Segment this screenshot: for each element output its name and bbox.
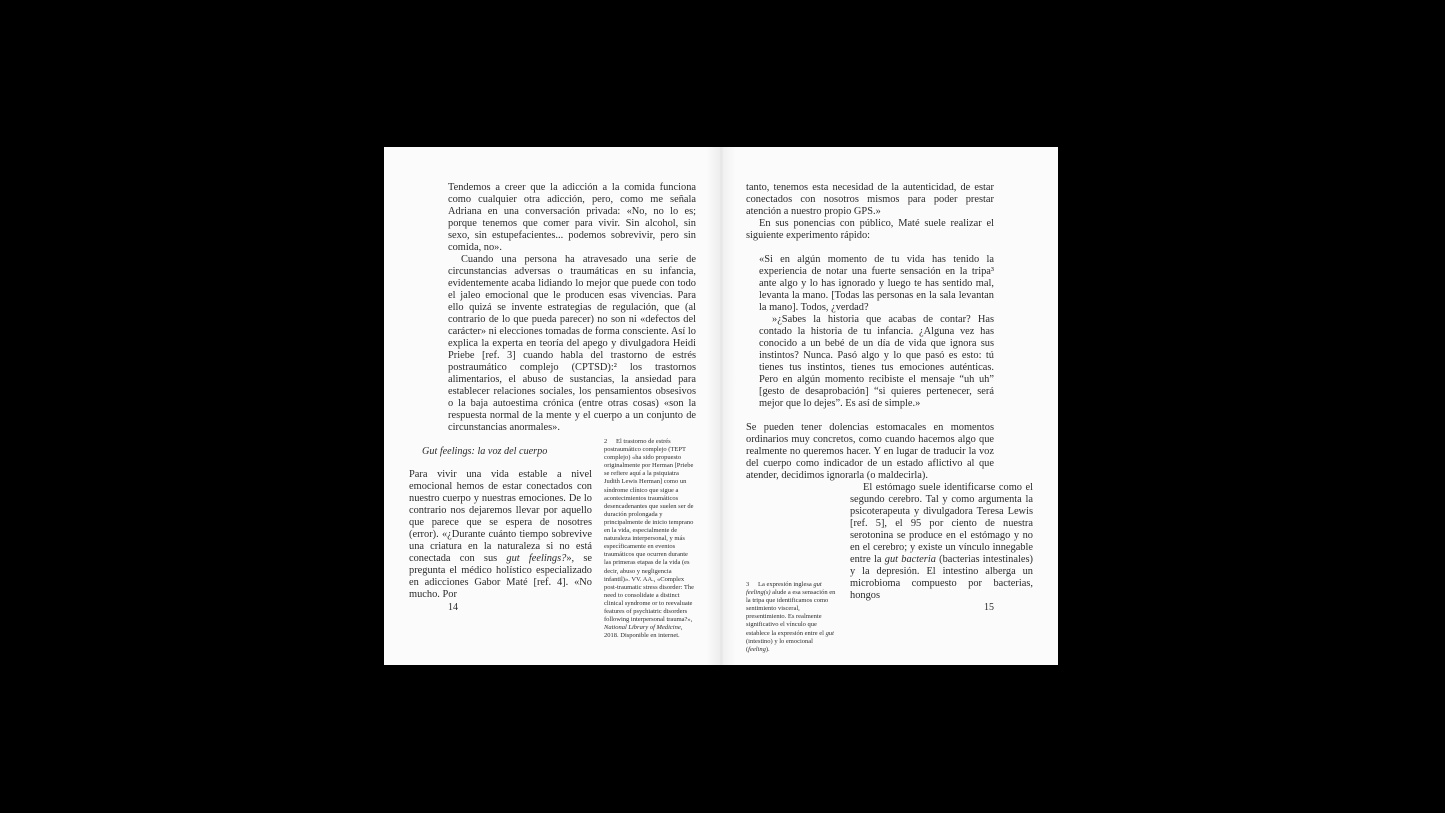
footnote-3-number: 3 bbox=[746, 581, 750, 588]
stomach-text-a: El estómago suele identificarse como el segundo cerebro. Tal y como argumenta la psicoterapeuta y divulgadora Teresa Lewis [ref. 5], el 95 por ciento de nuestra serotonina se produce en el estómago y no en el cerebro; y existe un vínculo innegable entre la bbox=[850, 482, 1033, 565]
stomach-text-italic: gut bacteria bbox=[884, 554, 936, 565]
right-paragraph-after-quote: Se pueden tener dolencias estomacales en momentos ordinarios muy concretos, como cuando hacemos algo que realmente no queremos hacer. Y en lugar de traducir la voz del cuerpo como indicador de un estado aflictivo al que atender, decidimos ignorarla (o maldecirla). bbox=[746, 422, 994, 481]
book-spread bbox=[384, 147, 1058, 665]
page-number-right: 15 bbox=[984, 602, 994, 613]
footnote-2-number: 2 bbox=[604, 438, 608, 445]
stomach-text-b: (bacterias intestinales) y la depresión. El intestino alberga un microbioma compuesto por bacterias, hongos bbox=[850, 554, 1033, 601]
quote-paragraph-1: «Si en algún momento de tu vida has tenido la experiencia de notar una fuerte sensación en la tripa³ ante algo y lo has ignorado y luego te has sentido mal, levanta la mano. [Todas las personas en la sala levantan la mano]. Todos, ¿verdad? bbox=[759, 254, 994, 313]
footnote-2-text-b: , 2018. Disponible en internet. bbox=[604, 624, 683, 640]
left-paragraph-1: Tendemos a creer que la adicción a la comida funciona como cualquier otra adicción, pero, como me señala Adriana en una conversación privada: «No, no lo es; porque tenemos que comer para vivir. Sin alcohol, sin sexo, sin estupefacientes... podemos sobrevivir, pero sin comida, no». bbox=[448, 182, 696, 253]
left-page-body bbox=[448, 182, 696, 434]
footnote-2-text-a: El trastorno de estrés postraumático complejo (TEPT complejo) «ha sido propuesto originalmente por Herman [Priebe se refiere aquí a la psiquiatra Judith Lewis Herman] como un síndrome clínico que sigue a acontecimientos traumáticos desencadenantes que suelen ser de duración prolongada y principalmente de inicio temprano en la vida, especialmente de naturaleza interpersonal, y más específicamente en eventos traumáticos que ocurren durante las primeras etapas de la vida (es decir, abuso y negligencia infantil)». VV. AA., «Complex post-traumatic stress disorder: The need to consolidate a distinct clinical syndrome or to reevaluate features of psychiatric disorders following interpersonal trauma?», bbox=[604, 438, 694, 624]
right-page-top bbox=[746, 182, 994, 242]
left-section-text-b: », se pregunta el médico holístico especializado en adicciones Gabor Maté [ref. 4]. «No mucho. Por bbox=[409, 553, 592, 600]
book-gutter-shadow bbox=[706, 147, 736, 665]
right-second-paragraph: En sus ponencias con público, Maté suele realizar el siguiente experimento rápido: bbox=[746, 218, 994, 241]
quote-paragraph-2: »¿Sabes la historia que acabas de contar? Has contado la historia de tu infancia. ¿Alguna vez has conocido a un bebé de un día de vida que ignora sus instintos? Nunca. Pasó algo y lo que pasó es esto: tú tienes tus instintos, tienes tus emociones auténticas. Pero en algún momento recibiste el mensaje “uh uh” [gesto de desaprobación] “si quieres pertenecer, será mejor que lo dejes”. Es así de simple.» bbox=[759, 314, 994, 409]
footnote-3-text-d: ). bbox=[765, 645, 770, 653]
footnote-3-text-a: La expresión inglesa bbox=[758, 581, 814, 588]
right-after-quote bbox=[746, 422, 994, 482]
left-section-text bbox=[409, 469, 592, 601]
page-number-left: 14 bbox=[448, 602, 458, 613]
footnote-3-text-b: alude a esa sensación en la tripa que identificamos como sentimiento visceral, presentimiento. Es realmente significativo el vínculo que establece la expresión entre el bbox=[746, 589, 836, 637]
footnote-3-italic-a: gut feeling(s) bbox=[746, 581, 822, 597]
block-quote bbox=[759, 254, 994, 410]
section-heading: Gut feelings: la voz del cuerpo bbox=[422, 446, 548, 457]
footnote-3-italic-c: feeling bbox=[748, 645, 766, 653]
footnote-2-italic: National Library of Medicine bbox=[604, 624, 681, 632]
footnote-3-text-c: (intestino) y lo emocional ( bbox=[746, 637, 813, 653]
footnote-2 bbox=[604, 438, 696, 640]
footnote-3 bbox=[746, 581, 838, 654]
right-stomach-column bbox=[850, 482, 1033, 602]
left-section-text-italic: gut feelings? bbox=[506, 553, 567, 564]
left-section-text-a: Para vivir una vida estable a nivel emocional hemos de estar conectados con nuestro cuerpo y nuestras emociones. De lo contrario nos dejaremos llevar por aquello que parece que se espera de nosotres (error). «¿Durante cuánto tiempo sobrevive una criatura en la naturaleza si no está conectada con sus bbox=[409, 469, 592, 564]
right-lead-paragraph: tanto, tenemos esta necesidad de la autenticidad, de estar conectados con nosotros mismos para poder prestar atención a nuestro propio GPS.» bbox=[746, 182, 994, 217]
left-paragraph-2: Cuando una persona ha atravesado una serie de circunstancias adversas o traumáticas en su infancia, evidentemente acaba lidiando lo mejor que puede con todo el jaleo emocional que le producen esas vivencias. Para ello quizá se invente estrategias de regulación, que (al contrario de lo que pueda parecer) no son ni «defectos del carácter» ni elecciones tomadas de forma consciente. Así lo explica la experta en teoría del apego y divulgadora Heidi Priebe [ref. 3] cuando habla del trastorno de estrés postraumático complejo (CPTSD):² los trastornos alimentarios, el abuso de sustancias, la ansiedad para establecer relaciones sociales, los pensamientos obsesivos o la baja autoestima crónica (entre otras cosas) «son la respuesta normal de la mente y el cuerpo a un conjunto de circunstancias anormales». bbox=[448, 254, 696, 433]
footnote-3-italic-b: gut bbox=[825, 629, 834, 637]
